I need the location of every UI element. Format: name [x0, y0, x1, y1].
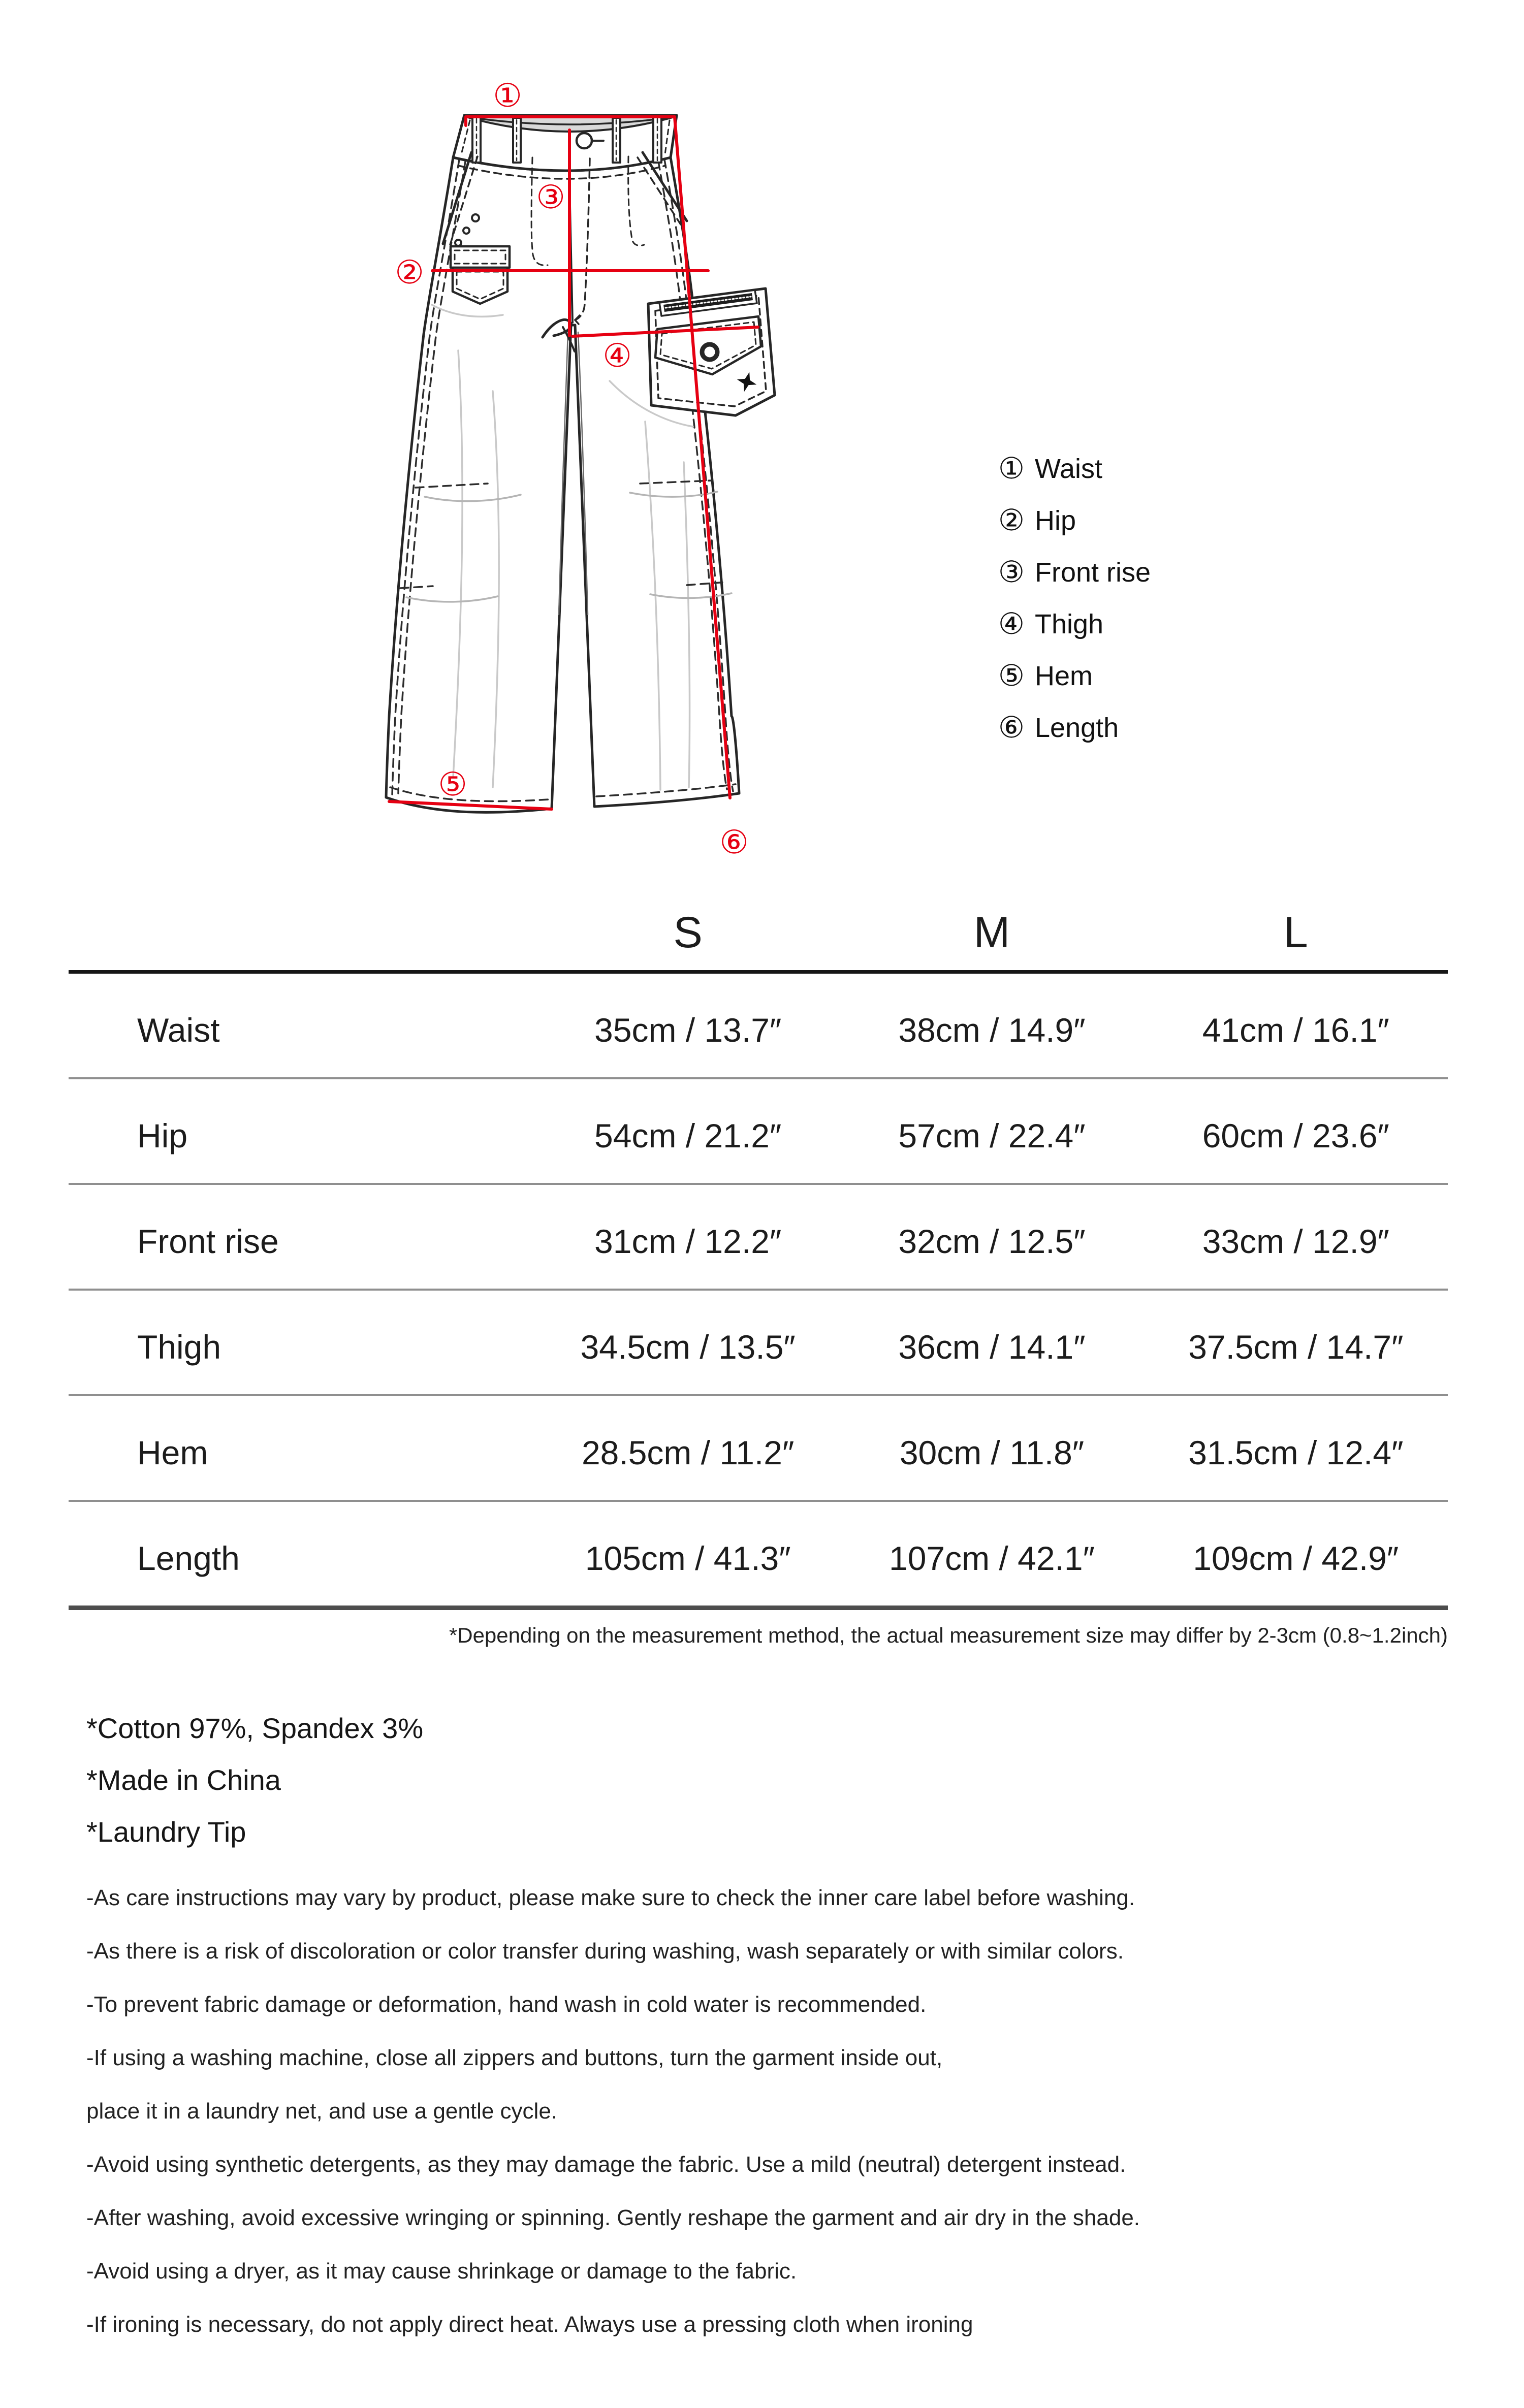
care-line: place it in a laundry net, and use a gentle cycle.	[86, 2099, 558, 2124]
cell-length-s: 105cm / 41.3″	[585, 1539, 791, 1577]
legend-item-length	[998, 702, 1151, 754]
size-table-body	[69, 970, 1448, 1610]
waist-button	[577, 133, 592, 148]
legend-label-hem: Hem	[1035, 661, 1093, 691]
cargo-pocket-detail	[648, 288, 775, 415]
cell-front-rise-s: 31cm / 12.2″	[594, 1223, 782, 1260]
row-label: Thigh	[137, 1328, 221, 1366]
cell-hip-m: 57cm / 22.4″	[898, 1117, 1086, 1154]
cell-thigh-s: 34.5cm / 13.5″	[580, 1328, 796, 1366]
cell-length-l: 109cm / 42.9″	[1193, 1539, 1399, 1577]
cell-thigh-m: 36cm / 14.1″	[898, 1328, 1086, 1366]
legend-item-front-rise	[998, 547, 1151, 598]
measurement-footnote: *Depending on the measurement method, the actual measurement size may differ by 2-3cm (0.8~1.2inch)	[449, 1623, 1448, 1647]
col-header-s: S	[673, 908, 703, 957]
measurement-legend	[998, 443, 1151, 754]
table-row-hip	[69, 1079, 1448, 1185]
cell-hip-l: 60cm / 23.6″	[1202, 1117, 1389, 1154]
row-label: Front rise	[137, 1223, 279, 1260]
marker-3: ③	[536, 179, 565, 215]
legend-num-2: ②	[998, 504, 1025, 537]
cell-waist-s: 35cm / 13.7″	[594, 1011, 782, 1049]
table-row-thigh	[69, 1291, 1448, 1396]
legend-item-waist	[998, 443, 1151, 495]
cell-hip-s: 54cm / 21.2″	[594, 1117, 782, 1154]
product-info	[86, 1703, 1458, 2351]
legend-num-6: ⑥	[998, 711, 1025, 744]
table-row-waist	[69, 974, 1448, 1079]
size-table	[69, 895, 1448, 1610]
legend-item-hem	[998, 650, 1151, 702]
row-label: Waist	[137, 1011, 220, 1049]
pants-technical-drawing	[325, 66, 909, 858]
care-line: -As care instructions may vary by product, please make sure to check the inner care label before washing.	[86, 1885, 1135, 1910]
care-line: -As there is a risk of discoloration or color transfer during washing, wash separately or with similar colors.	[86, 1939, 1124, 1964]
cell-thigh-l: 37.5cm / 14.7″	[1188, 1328, 1404, 1366]
size-table-header	[69, 895, 1448, 970]
row-label: Length	[137, 1539, 240, 1577]
origin-info: *Made in China	[86, 1764, 281, 1796]
cell-front-rise-l: 33cm / 12.9″	[1202, 1223, 1389, 1260]
care-line: -After washing, avoid excessive wringing or spinning. Gently reshape the garment and air dry in the shade.	[86, 2205, 1140, 2230]
legend-num-4: ④	[998, 607, 1025, 640]
cell-hem-s: 28.5cm / 11.2″	[581, 1434, 795, 1471]
marker-2: ②	[395, 254, 424, 291]
care-line: -Avoid using a dryer, as it may cause shrinkage or damage to the fabric.	[86, 2259, 797, 2284]
table-row-front-rise	[69, 1185, 1448, 1291]
fabric-info: *Cotton 97%, Spandex 3%	[86, 1712, 424, 1744]
marker-5: ⑤	[438, 766, 467, 802]
cell-waist-l: 41cm / 16.1″	[1202, 1011, 1389, 1049]
legend-label-waist: Waist	[1035, 454, 1102, 484]
marker-1: ①	[493, 77, 522, 114]
row-label: Hem	[137, 1434, 208, 1471]
legend-label-length: Length	[1035, 713, 1119, 743]
legend-item-thigh	[998, 598, 1151, 650]
care-line: -To prevent fabric damage or deformation, hand wash in cold water is recommended.	[86, 1992, 927, 2017]
care-line: -If ironing is necessary, do not apply direct heat. Always use a pressing cloth when ironing	[86, 2312, 973, 2337]
marker-4: ④	[602, 337, 632, 374]
marker-6: ⑥	[719, 824, 749, 858]
cell-front-rise-m: 32cm / 12.5″	[898, 1223, 1086, 1260]
legend-label-thigh: Thigh	[1035, 609, 1104, 639]
legend-num-1: ①	[998, 452, 1025, 485]
table-row-hem	[69, 1396, 1448, 1502]
row-label: Hip	[137, 1117, 188, 1154]
col-header-m: M	[973, 908, 1010, 957]
laundry-tip-title: *Laundry Tip	[86, 1816, 246, 1848]
cell-hem-m: 30cm / 11.8″	[899, 1434, 1085, 1471]
cell-waist-m: 38cm / 14.9″	[898, 1011, 1086, 1049]
care-line: -Avoid using synthetic detergents, as they may damage the fabric. Use a mild (neutral) detergent instead.	[86, 2152, 1126, 2177]
table-row-length	[69, 1502, 1448, 1610]
legend-num-5: ⑤	[998, 659, 1025, 692]
thigh-patch-pocket	[451, 246, 510, 304]
legend-item-hip	[998, 495, 1151, 547]
col-header-l: L	[1283, 908, 1308, 957]
cell-hem-l: 31.5cm / 12.4″	[1188, 1434, 1404, 1471]
care-instructions	[86, 1871, 1458, 2351]
care-line: -If using a washing machine, close all zippers and buttons, turn the garment inside out,	[86, 2045, 943, 2070]
cell-length-m: 107cm / 42.1″	[889, 1539, 1095, 1577]
legend-label-front-rise: Front rise	[1035, 557, 1151, 588]
legend-label-hip: Hip	[1035, 505, 1076, 536]
legend-num-3: ③	[998, 556, 1025, 589]
